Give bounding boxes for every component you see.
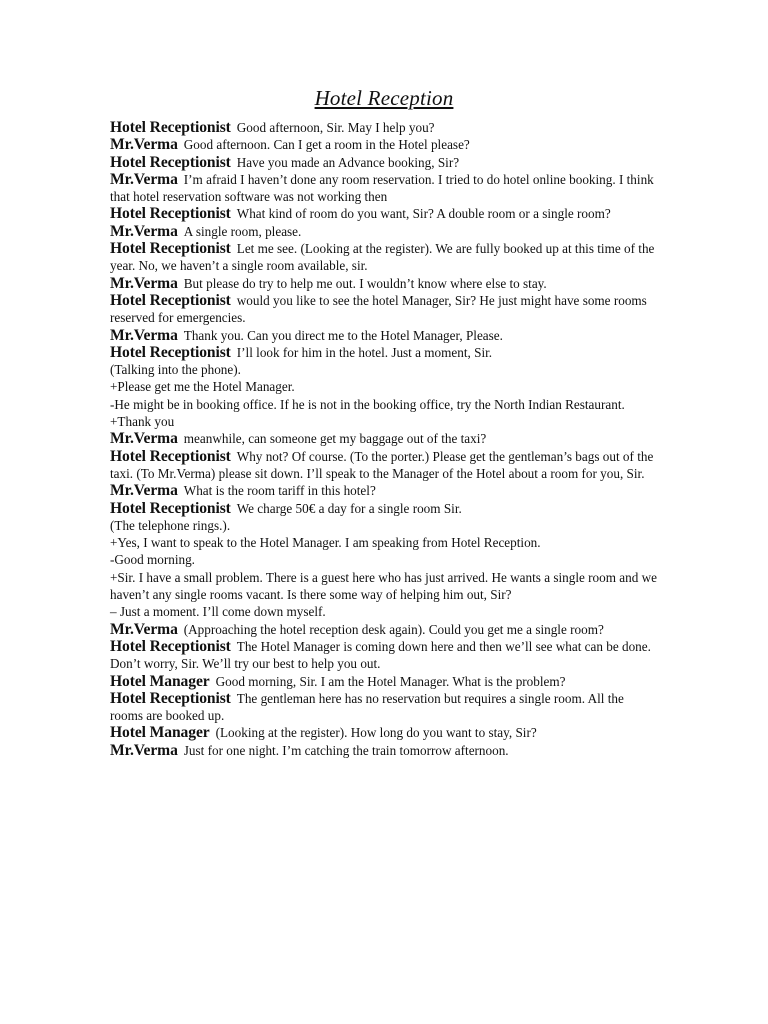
dialogue-turn [110,621,658,638]
speaker-name: Hotel Receptionist [110,291,231,309]
speaker-name: Hotel Receptionist [110,447,231,465]
speech-line: I’m afraid I haven’t done any room reservation. I tried to do hotel online booking. I think that hotel reservation software was not working then [110,171,654,205]
dialogue-turn [110,448,658,483]
speech-line: – Just a moment. I’ll come down myself. [110,604,326,620]
speech-line: would you like to see the hotel Manager, Sir? He just might have some rooms reserved for emergencies. [110,292,647,326]
speaker-name: Hotel Receptionist [110,240,231,258]
dialogue [110,119,658,759]
speaker-name: Hotel Receptionist [110,205,231,223]
dialogue-turn [110,430,658,447]
dialogue-turn [110,171,658,206]
speaker-name: Mr.Verma [110,274,178,292]
dialogue-turn [110,638,658,673]
speech-line: -He might be in booking office. If he is not in the booking office, try the North Indian Restaurant. [110,396,625,412]
speech-line: +Yes, I want to speak to the Hotel Manager. I am speaking from Hotel Reception. [110,535,541,551]
speech-line: Let me see. (Looking at the register). We are fully booked up at this time of the year. No, we haven’t a single room available, sir. [110,241,655,274]
speech-line: Good morning, Sir. I am the Hotel Manager. What is the problem? [215,673,566,689]
speaker-name: Hotel Manager [110,724,210,742]
speech-line: What kind of room do you want, Sir? A double room or a single room? [236,206,611,222]
speech-line: +Thank you [110,414,175,430]
speech-line: (The telephone rings.). [110,517,231,533]
dialogue-turn [110,690,658,725]
speech-line: We charge 50€ a day for a single room Sir. [236,500,462,516]
dialogue-turn [110,500,658,621]
speech-line: Have you made an Advance booking, Sir? [236,154,460,170]
speech-line: But please do try to help me out. I wouldn’t know where else to stay. [183,275,547,291]
dialogue-turn [110,119,658,136]
speaker-name: Mr.Verma [110,741,178,759]
document-title: Hotel Reception [314,86,454,110]
speaker-name: Mr.Verma [110,170,178,188]
speech-line: (Approaching the hotel reception desk again). Could you get me a single room? [183,621,604,637]
speech-line: Just for one night. I’m catching the train tomorrow afternoon. [183,742,509,758]
dialogue-turn [110,205,658,222]
dialogue-turn [110,223,658,240]
speech-line: (Talking into the phone). [110,362,241,378]
speech-line: Good afternoon. Can I get a room in the Hotel please? [183,137,470,153]
dialogue-turn [110,292,658,327]
speaker-name: Hotel Receptionist [110,689,231,707]
speech-line: meanwhile, can someone get my baggage out of the taxi? [183,431,487,447]
speaker-name: Mr.Verma [110,430,178,448]
speaker-name: Mr.Verma [110,136,178,154]
speaker-name: Mr.Verma [110,482,178,500]
speaker-name: Hotel Receptionist [110,119,231,136]
dialogue-turn [110,742,658,759]
dialogue-turn [110,344,658,430]
speech-line: The Hotel Manager is coming down here and then we’ll see what can be done. Don’t worry, Sir. We’ll try our best to help you out. [110,638,651,672]
speaker-name: Mr.Verma [110,326,178,344]
speaker-name: Mr.Verma [110,620,178,638]
speaker-name: Hotel Receptionist [110,153,231,171]
dialogue-turn [110,327,658,344]
dialogue-turn [110,724,658,741]
speech-line: A single room, please. [183,223,302,239]
speaker-name: Hotel Manager [110,672,210,690]
speech-line: Good afternoon, Sir. May I help you? [236,120,435,135]
speech-line: +Sir. I have a small problem. There is a guest here who has just arrived. He wants a single room and we haven’t any single rooms vacant. Is there some way of helping him out, Sir? [110,569,658,603]
dialogue-turn [110,673,658,690]
dialogue-turn [110,240,658,275]
speech-line: -Good morning. [110,552,195,568]
speaker-name: Hotel Receptionist [110,343,231,361]
dialogue-turn [110,136,658,153]
dialogue-turn [110,154,658,171]
speech-line: The gentleman here has no reservation but requires a single room. All the rooms are booked up. [110,690,624,724]
speech-line: I’ll look for him in the hotel. Just a moment, Sir. [236,344,493,360]
dialogue-turn [110,482,658,499]
speaker-name: Hotel Receptionist [110,637,231,655]
speech-line: (Looking at the register). How long do you want to stay, Sir? [215,725,537,741]
speaker-name: Hotel Receptionist [110,499,231,517]
dialogue-turn [110,275,658,292]
speech-line: What is the room tariff in this hotel? [183,483,376,499]
speaker-name: Mr.Verma [110,222,178,240]
speech-line: Why not? Of course. (To the porter.) Please get the gentleman’s bags out of the taxi. (To Mr.Verma) please sit down. I’ll speak to the Manager of the Hotel about a room for you, Sir. [110,448,654,481]
speech-line: Thank you. Can you direct me to the Hotel Manager, Please. [183,327,503,343]
speech-line: +Please get me the Hotel Manager. [110,379,295,395]
